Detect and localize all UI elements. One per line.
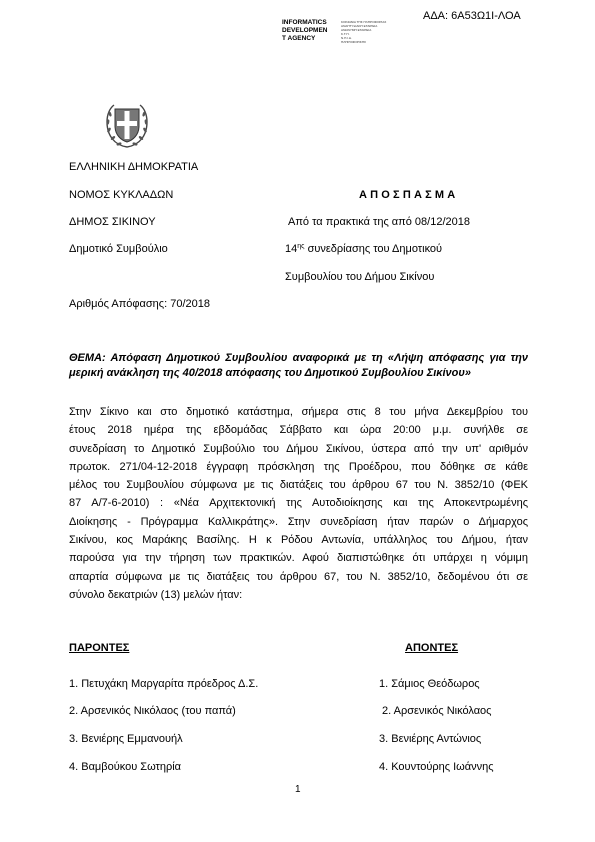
republic-label: ΕΛΛΗΝΙΚΗ ΔΗΜΟΚΡΑΤΙΑ xyxy=(69,161,199,173)
greek-coat-of-arms-icon xyxy=(102,100,152,150)
logo-main-text xyxy=(282,19,328,43)
absent-header: ΑΠΟΝΤΕΣ xyxy=(405,642,459,654)
body-line: σύνολο δεκατριών (13) μελών ήταν: xyxy=(69,588,243,601)
municipality-label: ΔΗΜΟΣ ΣΙΚΙΝΟΥ xyxy=(69,216,156,228)
council-label: Δημοτικό Συμβούλιο xyxy=(69,243,168,255)
ada-code: ΑΔΑ: 6Α53Ω1Ι-ΛΟΑ xyxy=(423,10,521,22)
logo-small-line: ΚΟΙΝΩΝΙΑ ΤΗΣ ΠΛΗΡΟΦΟΡΙΑΣ xyxy=(341,20,387,24)
logo-small-text xyxy=(341,20,386,45)
present-header: ΠΑΡΟΝΤΕΣ xyxy=(69,642,130,654)
logo-line: INFORMATICS xyxy=(282,19,327,26)
logo-small-line: Κ.Τ.Π. xyxy=(341,32,350,37)
session-ordinal: ης xyxy=(297,243,305,250)
logo-small-line: ΑΝΩΝΥΜΗ ΕΤΑΙΡΕΙΑ xyxy=(341,28,372,33)
absent-member: 2. Αρσενικός Νικόλαος xyxy=(382,705,492,717)
logo-line: T AGENCY xyxy=(282,35,316,42)
logo-line: DEVELOPMEN xyxy=(282,27,328,34)
prefecture-label: ΝΟΜΟΣ ΚΥΚΛΑΔΩΝ xyxy=(69,189,174,201)
body-line: μέλος του Συμβουλίου σύμφωνα με τις διατάξεις του άρθρου 67 του Ν. 3852/10 (ΦΕΚ xyxy=(69,479,528,492)
session-line xyxy=(285,243,442,255)
logo-small-line: ΑΝΑΠΤΥΞΙΑΚΗ ΕΤΑΙΡΕΙΑ xyxy=(341,24,378,29)
council-name: Συμβουλίου του Δήμου Σικίνου xyxy=(285,271,435,283)
absent-member: 3. Βενιέρης Αντώνιος xyxy=(379,733,482,745)
body-line: πρωτοκ. 271/04-12-2018 έγγραφη πρόσκληση της Προέδρου, που δόθηκε σε κάθε xyxy=(69,460,528,473)
present-member: 4. Βαμβούκου Σωτηρία xyxy=(69,761,182,773)
absent-member: 1. Σάμιος Θεόδωρος xyxy=(379,678,480,690)
body-line: απαρτία σύμφωνα με τις διατάξεις του άρθρου 67, του Ν. 3852/10, δεδομένου ότι σε xyxy=(69,570,528,583)
body-line: Σικίνου, κος Μαράκης Βασίλης. Η κ Ρόδου Αντωνία, υπάλληλος του Δήμου, ήταν xyxy=(69,534,528,547)
body-line: έτους 2018 ημέρα της εβδομάδας Σάββατο και ώρα 20:00 μ.μ. συνήλθε σε xyxy=(69,424,528,437)
document-title: ΑΠΟΣΠΑΣΜΑ xyxy=(359,189,459,201)
present-member: 2. Αρσενικός Νικόλαος (του παπά) xyxy=(69,705,236,717)
body-line: συνεδρίαση το Δημοτικό Συμβούλιο του Δήμου Σικίνου, ύστερα από την υπ' αριθμόν xyxy=(69,442,528,455)
body-line: 87 Α/7-6-2010) : «Νέα Αρχιτεκτονική της Αυτοδιοίκησης και της Αποκεντρωμένης xyxy=(69,497,528,510)
body-line: Στην Σίκινο και στο δημοτικό κατάστημα, σήμερα στις 8 του μήνα Δεκεμβρίου του xyxy=(69,406,528,418)
body-line: παρούσα για την τήρηση των πρακτικών. Αφού διαπιστώθηκε ότι υπάρχει η νόμιμη xyxy=(69,552,528,565)
subject-text: ΘΕΜΑ: Απόφαση Δημοτικού Συμβουλίου αναφορικά με τη «Λήψη απόφασης για την μερική ανάκληση της 40/2018 απόφασης του Δημοτικού Συμβουλίου Σικίνου» xyxy=(69,352,528,379)
present-member: 3. Βενιέρης Εμμανουήλ xyxy=(69,733,183,745)
body-paragraph xyxy=(69,403,528,604)
absent-member: 4. Κουντούρης Ιωάννης xyxy=(379,761,494,773)
body-line: Διοίκησης - Πρόγραμμα Καλλικράτης». Στην συνεδρίαση ήταν παρών ο Δήμαρχος xyxy=(69,515,528,528)
decision-number: Αριθμός Απόφασης: 70/2018 xyxy=(69,298,210,310)
page-number: 1 xyxy=(295,784,301,795)
present-member: 1. Πετυχάκη Μαργαρίτα πρόεδρος Δ.Σ. xyxy=(69,678,259,690)
logo-small-line: Ν.Π.Ι.Δ. xyxy=(341,36,352,41)
session-number: 14 xyxy=(285,243,298,255)
session-text: συνεδρίασης του Δημοτικού xyxy=(304,243,443,255)
informatics-agency-logo xyxy=(282,19,422,63)
minutes-reference: Από τα πρακτικά της από 08/12/2018 xyxy=(288,216,470,228)
logo-small-line: ΠΛΗΡΟΦΟΡΙΚΗΣ xyxy=(341,40,367,45)
